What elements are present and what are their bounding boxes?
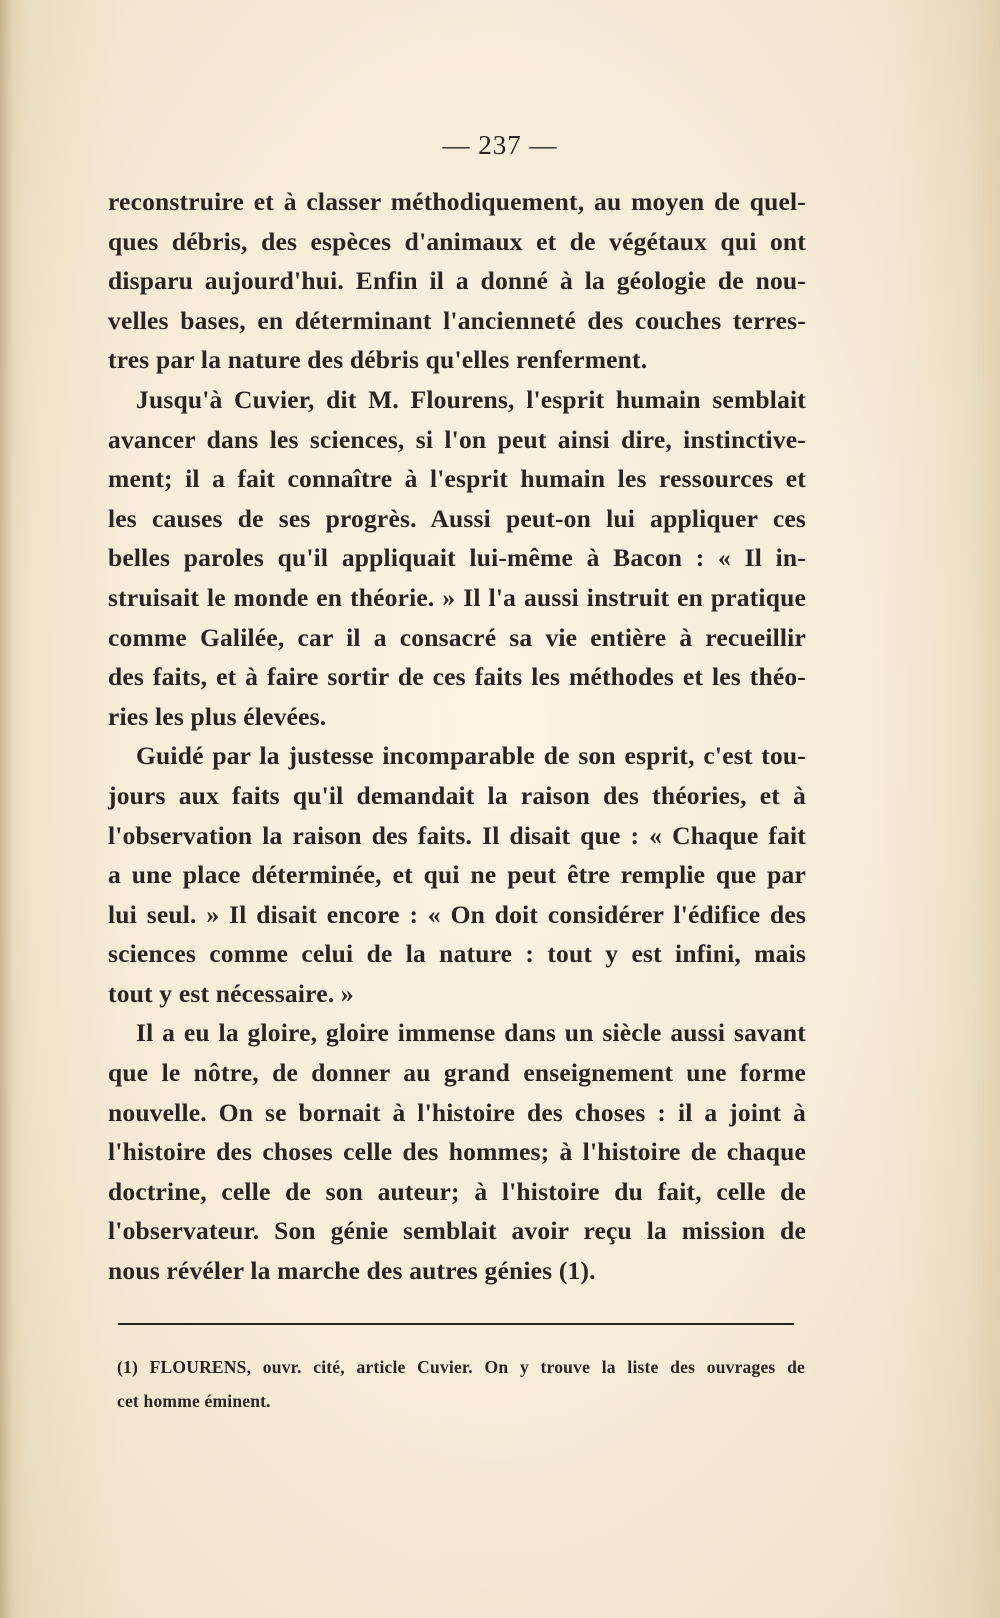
text-line: disparu aujourd'hui. Enfin il a donné à la géologie de nou- xyxy=(108,266,806,296)
text-line: les causes de ses progrès. Aussi peut-on lui appliquer ces xyxy=(108,503,806,533)
text-line: avancer dans les sciences, si l'on peut ainsi dire, instinctive- xyxy=(108,424,806,454)
text-line: struisait le monde en théorie. » Il l'a aussi instruit en pratique xyxy=(108,582,806,612)
text-line: Guidé par la justesse incomparable de son esprit, c'est tou- xyxy=(136,741,806,771)
footnote-line: cet homme éminent. xyxy=(117,1391,271,1411)
text-line: jours aux faits qu'il demandait la raison des théories, et à xyxy=(108,780,806,810)
text-line: des faits, et à faire sortir de ces faits les méthodes et les théo- xyxy=(108,662,806,692)
text-line: tres par la nature des débris qu'elles renferment. xyxy=(108,345,648,375)
text-line: belles paroles qu'il appliquait lui-même à Bacon : « Il in- xyxy=(108,543,806,573)
text-line: l'histoire des choses celle des hommes; à l'histoire de chaque xyxy=(108,1137,806,1167)
text-line: que le nôtre, de donner au grand enseignement une forme xyxy=(108,1058,806,1088)
footnote xyxy=(117,1350,805,1418)
text-line: ment; il a fait connaître à l'esprit humain les ressources et xyxy=(108,464,806,494)
text-line: reconstruire et à classer méthodiquement, au moyen de quel- xyxy=(108,187,806,216)
text-line: nous révéler la marche des autres génies (1). xyxy=(108,1256,596,1286)
text-line: l'observation la raison des faits. Il disait que : « Chaque fait xyxy=(108,820,806,850)
text-line: a une place déterminée, et qui ne peut être remplie que par xyxy=(108,860,806,890)
body-text xyxy=(108,182,806,1291)
text-line: ries les plus élevées. xyxy=(108,701,327,731)
text-line: lui seul. » Il disait encore : « On doit considérer l'édifice des xyxy=(108,899,806,929)
text-line: tout y est nécessaire. » xyxy=(108,978,354,1008)
text-line: velles bases, en déterminant l'ancienneté des couches terres- xyxy=(108,305,806,335)
text-line: nouvelle. On se bornait à l'histoire des choses : il a joint à xyxy=(108,1097,806,1127)
page-number: — 237 — xyxy=(442,130,558,160)
text-line: Jusqu'à Cuvier, dit M. Flourens, l'esprit humain semblait xyxy=(136,384,806,414)
text-line: l'observateur. Son génie semblait avoir reçu la mission de xyxy=(108,1216,806,1246)
page-gutter-shadow xyxy=(0,0,14,1618)
text-line: comme Galilée, car il a consacré sa vie entière à recueillir xyxy=(108,622,806,652)
footnote-divider xyxy=(118,1323,794,1325)
footnote-line: (1) FLOURENS, ouvr. cité, article Cuvier. On y trouve la liste des ouvrages de xyxy=(117,1357,805,1377)
text-line: sciences comme celui de la nature : tout y est infini, mais xyxy=(108,939,806,969)
text-line: doctrine, celle de son auteur; à l'histoire du fait, celle de xyxy=(108,1176,806,1206)
text-line: Il a eu la gloire, gloire immense dans un siècle aussi savant xyxy=(136,1018,806,1048)
text-line: ques débris, des espèces d'animaux et de végétaux qui ont xyxy=(108,226,806,256)
